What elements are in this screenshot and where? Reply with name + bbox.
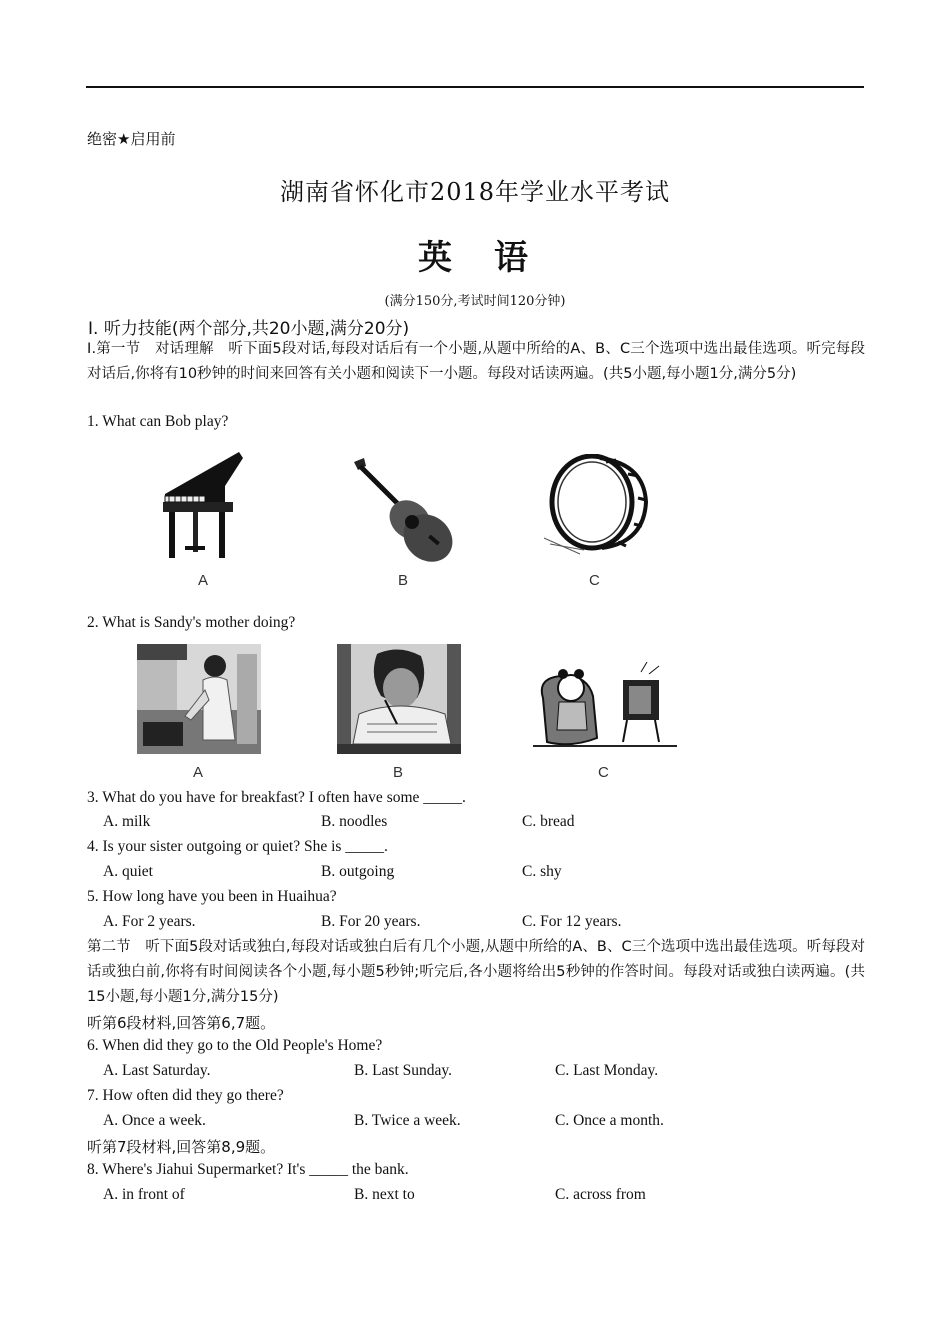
q2-label-c: C (598, 764, 609, 781)
q8-option-b: B. next to (354, 1186, 415, 1203)
question-7: 7. How often did they go there? (87, 1087, 284, 1104)
secret-label: 绝密★启用前 (87, 130, 176, 148)
q1-label-a: A (198, 572, 209, 589)
part1-instructions: Ⅰ.第一节 对话理解 听下面5段对话,每段对话后有一个小题,从题中所给的A、B、C三个选项中选出最佳选项。听完每段对话后,你将有10秒钟的时间来回答有关小题和阅读下一小题。每段对话读两遍。(共5小题,每小题1分,满分5分) (87, 341, 865, 382)
question-6: 6. When did they go to the Old People's Home? (87, 1037, 383, 1054)
q1-label-c: C (589, 572, 600, 589)
material-6-note: 听第6段材料,回答第6,7题。 (87, 1014, 276, 1032)
q2-label-a: A (193, 764, 204, 781)
q3-option-c: C. bread (522, 813, 575, 830)
tv-watching-image (527, 658, 679, 754)
q7-option-a: A. Once a week. (103, 1112, 206, 1129)
q3-option-b: B. noodles (321, 813, 388, 830)
q1-label-b: B (398, 572, 409, 589)
q5-option-b: B. For 20 years. (321, 913, 421, 930)
q6-option-a: A. Last Saturday. (103, 1062, 211, 1079)
q6-option-b: B. Last Sunday. (354, 1062, 453, 1079)
q4-option-b: B. outgoing (321, 863, 395, 880)
q5-option-a: A. For 2 years. (103, 913, 196, 930)
question-8: 8. Where's Jiahui Supermarket? It's _____ the bank. (87, 1161, 409, 1178)
guitar-image (350, 458, 456, 562)
q7-option-b: B. Twice a week. (354, 1112, 461, 1129)
subject-title: 英 语 (418, 238, 532, 278)
q2-label-b: B (393, 764, 404, 781)
q7-option-c: C. Once a month. (555, 1112, 664, 1129)
q6-option-c: C. Last Monday. (555, 1062, 659, 1079)
q4-option-c: C. shy (522, 863, 562, 880)
question-2: 2. What is Sandy's mother doing? (87, 614, 296, 631)
writing-image (337, 644, 461, 754)
exam-title: 湖南省怀化市2018年学业水平考试 (279, 178, 671, 206)
q5-option-c: C. For 12 years. (522, 913, 622, 930)
cooking-image (137, 644, 261, 754)
top-rule (86, 86, 864, 88)
section-heading: Ⅰ. 听力技能(两个部分,共20小题,满分20分) (88, 319, 410, 339)
exam-subtitle: (满分150分,考试时间120分钟) (384, 294, 566, 309)
q8-option-c: C. across from (555, 1186, 646, 1203)
drum-image (540, 454, 652, 558)
q4-option-a: A. quiet (103, 863, 153, 880)
question-4: 4. Is your sister outgoing or quiet? She is _____. (87, 838, 388, 855)
question-3: 3. What do you have for breakfast? I often have some _____. (87, 789, 466, 806)
material-7-note: 听第7段材料,回答第8,9题。 (87, 1138, 276, 1156)
q8-option-a: A. in front of (103, 1186, 185, 1203)
q3-option-a: A. milk (103, 813, 151, 830)
question-5: 5. How long have you been in Huaihua? (87, 888, 337, 905)
piano-image (155, 446, 247, 564)
part2-instructions: 第二节 听下面5段对话或独白,每段对话或独白后有几个小题,从题中所给的A、B、C三个选项中选出最佳选项。听每段对话或独白前,你将有时间阅读各个小题,每小题5秒钟;听完后,各小题将给出5秒钟的作答时间。每段对话或独白读两遍。(共15小题,每小题1分,满分15分) (87, 939, 865, 1005)
question-1: 1. What can Bob play? (87, 413, 229, 430)
